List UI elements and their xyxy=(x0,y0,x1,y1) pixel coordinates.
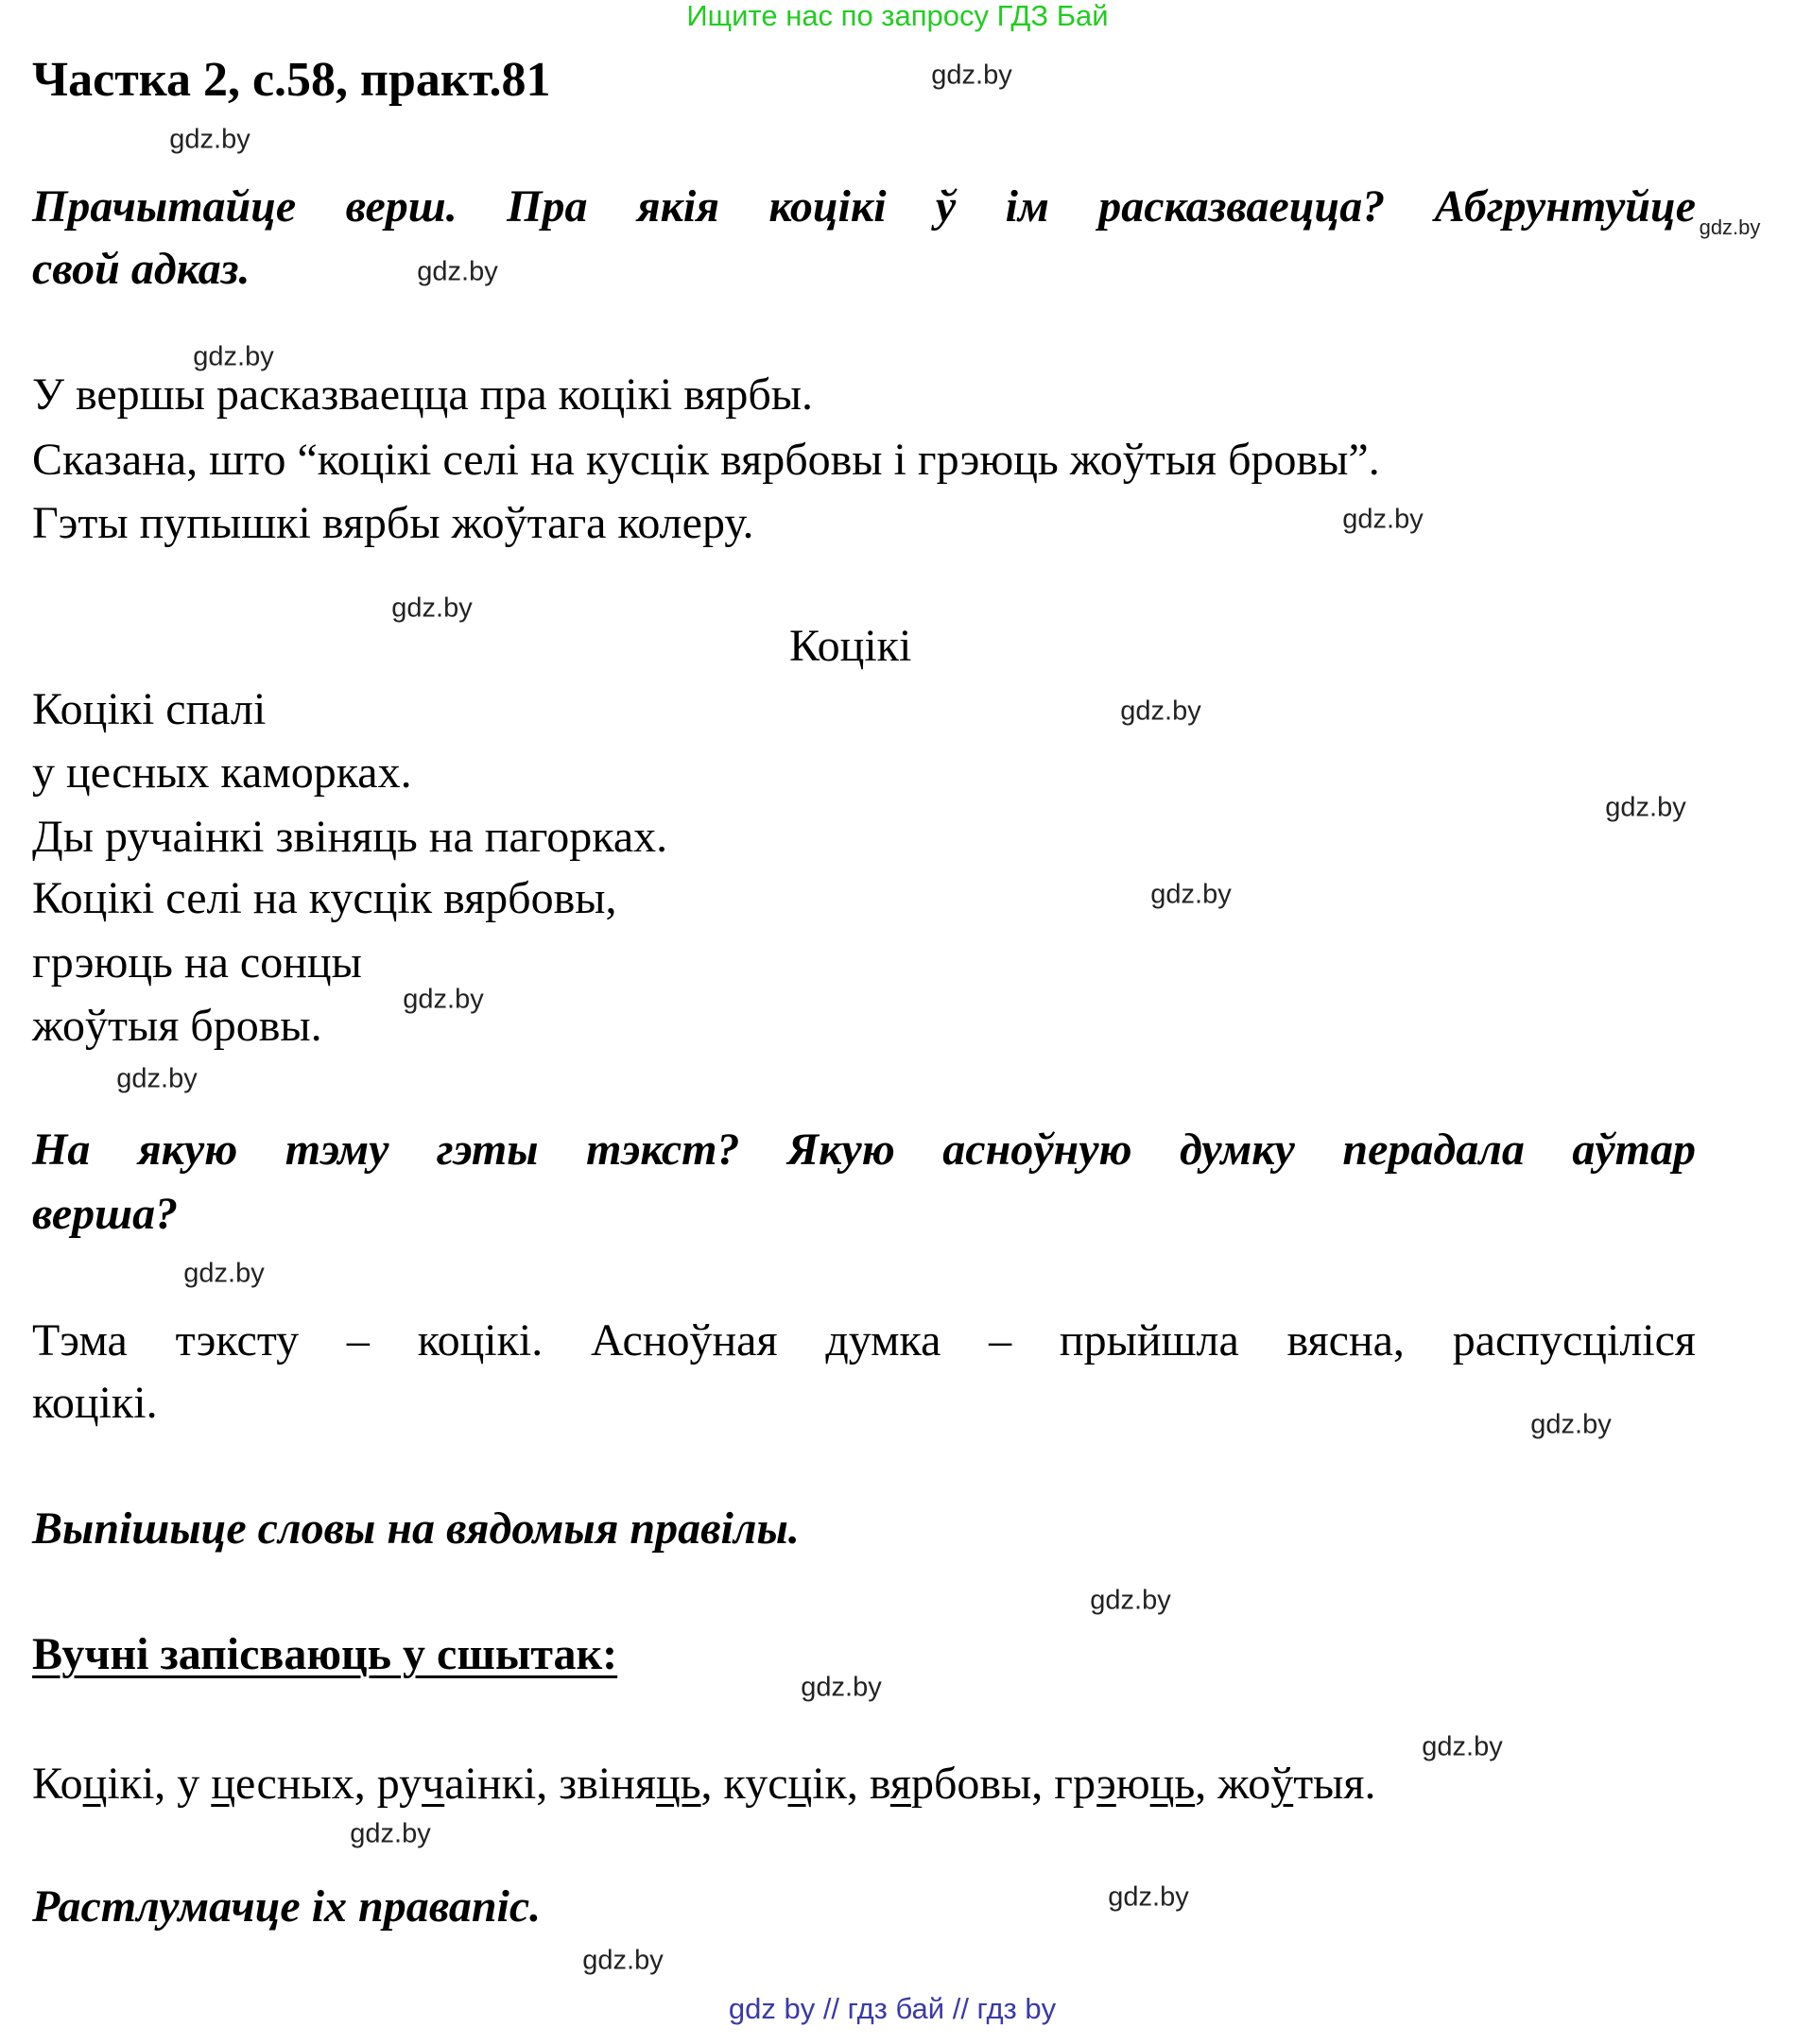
watermark: gdz.by xyxy=(350,1818,431,1849)
underlined-letter: ць xyxy=(655,1759,701,1809)
underlined-letter: я xyxy=(889,1759,911,1809)
watermark: gdz.by xyxy=(1090,1585,1171,1616)
poem-line: Коцікі селі на кусцік вярбовы, xyxy=(32,873,617,923)
task2-answer-line1: Тэма тэксту – коцікі. Асноўная думка – прыйшла вясна, распусціліся xyxy=(32,1315,1696,1366)
watermark: gdz.by xyxy=(931,60,1012,91)
word-segment: ік, в xyxy=(812,1759,890,1809)
word-segment: есных, ру xyxy=(235,1759,423,1809)
watermark: gdz.by xyxy=(1422,1731,1503,1762)
word-segment: ікі, у xyxy=(107,1759,212,1809)
task1-answer-line3: Гэты пупышкі вярбы жоўтага колеру. xyxy=(32,498,754,548)
watermark: gdz.by xyxy=(1120,696,1201,727)
word-segment: ю xyxy=(1115,1759,1150,1809)
page-title: Частка 2, с.58, практ.81 xyxy=(32,53,551,107)
watermark: gdz.by xyxy=(417,256,498,287)
watermark: gdz.by xyxy=(1605,792,1686,823)
underlined-letter: ц xyxy=(787,1759,813,1809)
task4-question: Растлумачце іх правапіс. xyxy=(32,1881,542,1932)
underlined-letter: э xyxy=(1096,1759,1116,1809)
notebook-heading-text: Вучні запісваюць у сшытак: xyxy=(32,1629,618,1679)
underlined-letter: ў xyxy=(1270,1759,1294,1809)
poem-line: грэюць на сонцы xyxy=(32,937,362,988)
underlined-letter: ц xyxy=(82,1759,108,1809)
poem-line: Коцікі спалі xyxy=(32,684,267,734)
watermark: gdz.by xyxy=(1342,504,1424,535)
watermark: gdz.by xyxy=(169,124,250,155)
word-segment: , кус xyxy=(700,1759,788,1809)
watermark: gdz.by xyxy=(801,1672,882,1703)
footer-links: gdz by // гдз бай // гдз by xyxy=(728,1992,1057,2025)
task2-question-line1: На якую тэму гэты тэкст? Якую асноўную думку перадала аўтар xyxy=(32,1125,1696,1175)
underlined-letter: ч xyxy=(422,1759,445,1809)
poem-title: Коцікі xyxy=(789,621,912,671)
task2-answer-line2: коцікі. xyxy=(32,1378,158,1428)
watermark: gdz.by xyxy=(582,1945,664,1976)
task1-question-line1: Прачытайце верш. Пра якія коцікі ў ім расказваецца? Абгрунтуйце xyxy=(32,181,1696,232)
watermark: gdz.by xyxy=(1530,1409,1612,1440)
task3-question: Выпішыце словы на вядомыя правілы. xyxy=(32,1503,800,1554)
task1-question-line2: свой адказ. xyxy=(32,244,250,294)
word-segment: тыя. xyxy=(1293,1759,1376,1809)
watermark: gdz.by xyxy=(403,984,484,1015)
poem-line: Ды ручаінкі звіняць на пагорках. xyxy=(32,812,668,862)
watermark: gdz.by xyxy=(183,1258,265,1289)
watermark: gdz.by xyxy=(1150,879,1232,910)
search-hint-banner: Ищите нас по запросу ГДЗ Бай xyxy=(686,0,1109,32)
task2-question-line2: верша? xyxy=(32,1189,179,1239)
poem-line: жоўтыя бровы. xyxy=(32,1001,322,1051)
poem-line: у цесных каморках. xyxy=(32,747,412,798)
word-segment: , жо xyxy=(1195,1759,1271,1809)
watermark: gdz.by xyxy=(391,593,473,624)
watermark: gdz.by xyxy=(1699,215,1761,239)
watermark: gdz.by xyxy=(193,341,274,372)
words-with-rules xyxy=(32,1753,1376,1815)
notebook-heading xyxy=(32,1623,617,1686)
underlined-letter: ць xyxy=(1149,1759,1196,1809)
word-segment: рбовы, гр xyxy=(910,1759,1097,1809)
task1-answer-line1: У вершы расказваецца пра коцікі вярбы. xyxy=(32,369,814,420)
watermark: gdz.by xyxy=(1108,1881,1189,1913)
watermark: gdz.by xyxy=(116,1063,198,1094)
word-segment: Ко xyxy=(32,1759,83,1809)
task1-answer-line2: Сказана, што “коцікі селі на кусцік вярбовы і грэюць жоўтыя бровы”. xyxy=(32,435,1380,485)
underlined-letter: ц xyxy=(211,1759,235,1809)
word-segment: аінкі, звіня xyxy=(444,1759,656,1809)
